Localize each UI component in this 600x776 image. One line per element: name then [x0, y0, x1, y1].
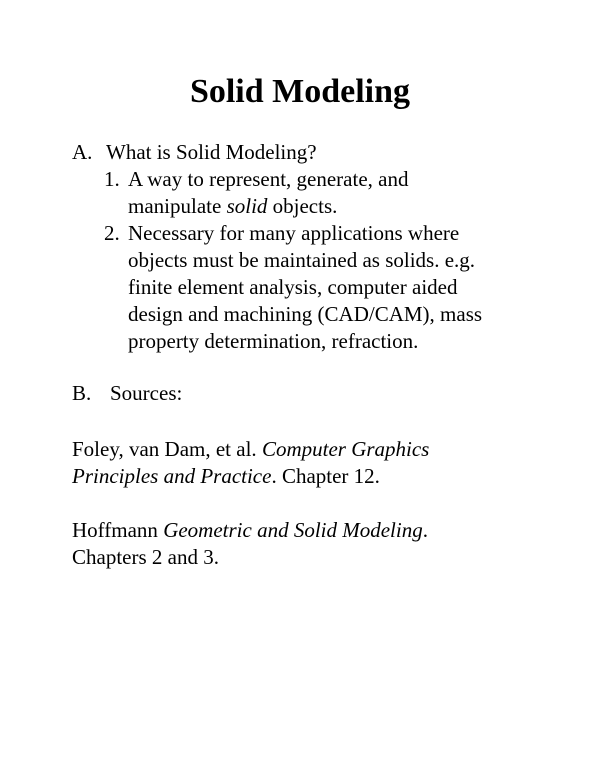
source-detail: .: [422, 518, 428, 542]
section-b-marker: B.: [72, 381, 92, 405]
list-item-marker: 1.: [104, 167, 120, 191]
list-item-line: A way to represent, generate, and: [128, 167, 409, 191]
section-a-marker: A.: [72, 140, 93, 164]
source-authors: Foley, van Dam, et al.: [72, 437, 262, 461]
source-citation: [72, 436, 429, 490]
emphasis-text: solid: [226, 194, 268, 218]
section-b-heading: [72, 380, 182, 407]
source-authors: Hoffmann: [72, 518, 164, 542]
list-item-line: Necessary for many applications where: [128, 221, 460, 245]
list-item-line: [104, 193, 408, 220]
source-citation: [72, 517, 428, 571]
source-detail: . Chapter 12.: [271, 464, 380, 488]
source-title: Principles and Practice: [72, 464, 272, 488]
source-title: Computer Graphics: [261, 437, 430, 461]
text-run: objects.: [267, 194, 338, 218]
page-title: Solid Modeling: [189, 73, 411, 110]
text-run: manipulate: [128, 194, 227, 218]
section-b-heading-text: Sources:: [110, 381, 183, 405]
list-item-line: finite element analysis, computer aided: [128, 275, 458, 299]
source-detail: Chapters 2 and 3.: [72, 545, 219, 569]
list-item: [104, 220, 482, 355]
list-item-marker: 2.: [104, 221, 120, 245]
source-title: Geometric and Solid Modeling: [163, 518, 423, 542]
list-item-line: objects must be maintained as solids. e.g.: [128, 248, 476, 272]
section-a-heading-text: What is Solid Modeling?: [106, 140, 317, 164]
list-item-line: property determination, refraction.: [128, 329, 419, 353]
section-a-heading: [72, 139, 317, 166]
list-item: [104, 166, 408, 220]
list-item-line: design and machining (CAD/CAM), mass: [128, 302, 483, 326]
